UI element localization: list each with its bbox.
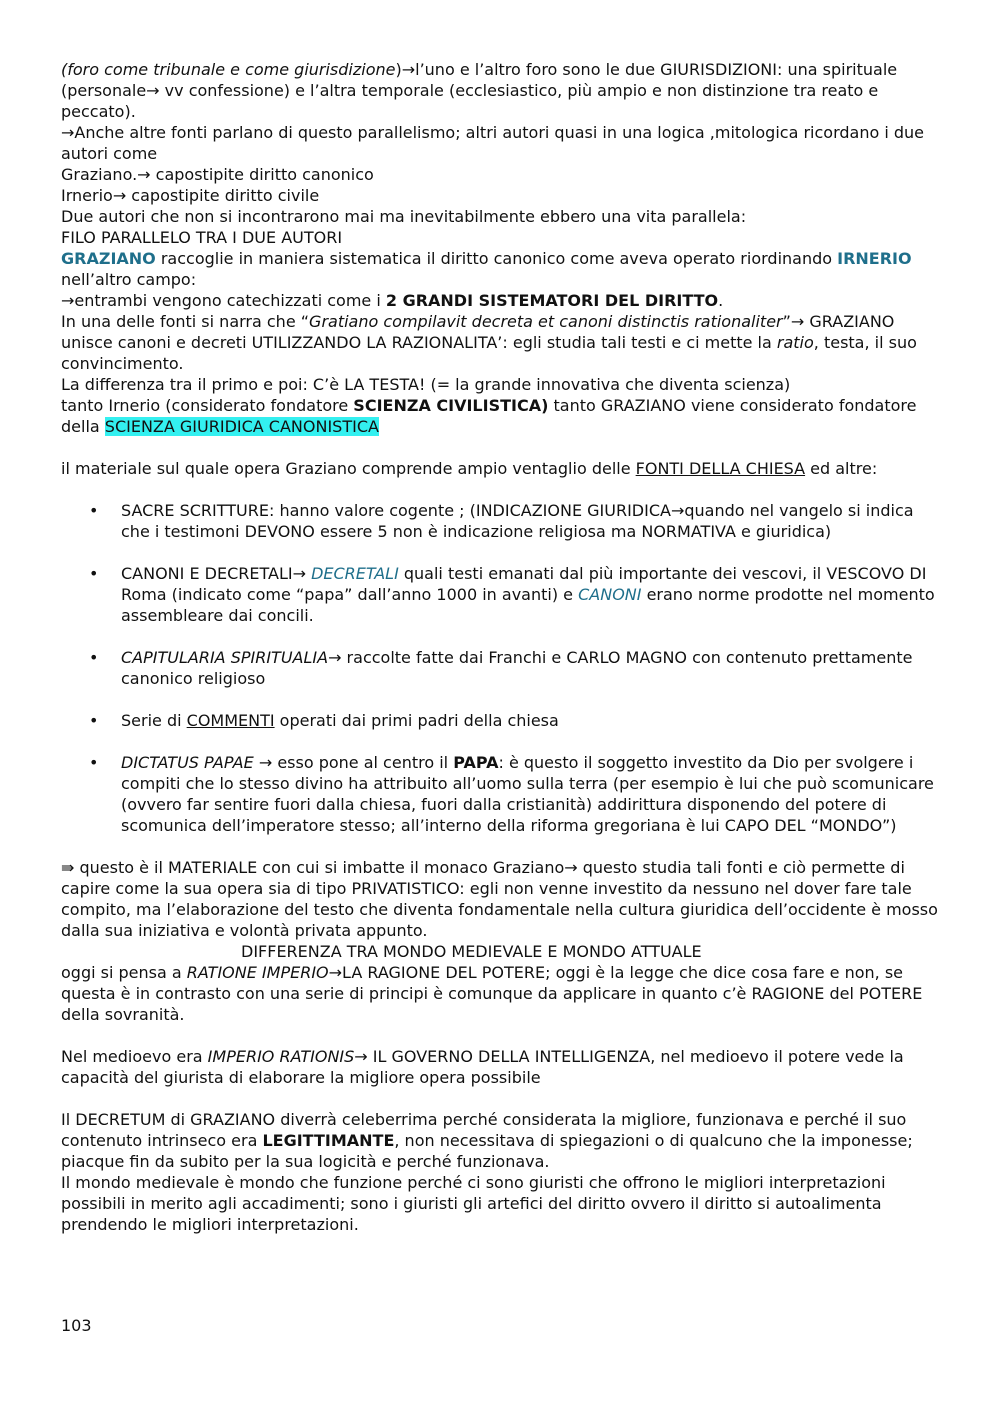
term-dictatus: DICTATUS PAPAE (121, 753, 254, 772)
paragraph-parallelismo: →Anche altre fonti parlano di questo parallelismo; altri autori quasi in una logica ,mitologica ricordano i due autori come (61, 123, 925, 163)
bullet-icon: • (89, 711, 99, 730)
line-la-testa: La differenza tra il primo e poi: C’è LA TESTA! (= la grande innovativa che diventa scienza) (61, 375, 791, 394)
italic-imperio: IMPERIO RATIONIS (207, 1047, 355, 1066)
list-item (61, 647, 941, 689)
paragraph-decretum (61, 1109, 941, 1172)
item-text: → esso pone al centro il (253, 753, 454, 772)
text-c: tanto GRAZIANO viene considerato fondatore della (61, 396, 917, 436)
sources-list (61, 500, 941, 836)
text-a: Il DECRETUM di GRAZIANO diverrà celeberrima perché considerata la migliore, funzionava e perché il suo contenuto intrinseco era (61, 1110, 907, 1150)
bullet-icon: • (89, 753, 99, 772)
page-number: 103 (61, 1316, 92, 1335)
text-a: il materiale sul quale opera Graziano comprende ampio ventaglio delle (61, 459, 636, 478)
bold-sistematori: 2 GRANDI SISTEMATORI DEL DIRITTO (385, 291, 719, 310)
text-b: ed altre: (805, 459, 878, 478)
italic-foro: (foro come tribunale e come giurisdizione (61, 60, 396, 79)
line-irnerio: Irnerio→ capostipite diritto civile (61, 186, 320, 205)
paragraph-ratione-imperio (61, 962, 941, 1025)
item-text: : è questo il soggetto investito da Dio per svolgere i compiti che lo stesso divino ha attribuito all’uomo sulla terra (per esempio è lui che può scomunicare (ovvero far sentire fuori dalla chiesa, fuori dalla cristianità) addirittura disponendo del potere di scomunica dell’imperatore stesso; all’interno della riforma gregoriana è lui CAPO DEL “MONDO”) (121, 753, 934, 835)
paragraph-mondo-medievale: Il mondo medievale è mondo che funzione perché ci sono giuristi che offrono le migliori interpretazioni possibili in merito agli accadimenti; sono i giuristi gli artefici del diritto ovvero il diritto si autoalimenta prendendo le migliori interpretazioni. (61, 1173, 886, 1234)
name-graziano: GRAZIANO (61, 249, 156, 268)
name-irnerio: IRNERIO (837, 249, 912, 268)
paragraph-privatistico: ⇛ questo è il MATERIALE con cui si imbatte il monaco Graziano→ questo studia tali fonti e ciò permette di capire come la sua opera sia di tipo PRIVATISTICO: egli non venne investito da nessuno nel dover fare tale compito, ma l’elaborazione del testo che diventa fondamentale nella cultura giuridica dell’occidente è mosso dalla sua iniziativa e volontà privata appunto. (61, 858, 938, 940)
text-a: In una delle fonti si narra che “ (61, 312, 310, 331)
term-canoni: CANONI (578, 585, 642, 604)
term-decretali: DECRETALI (311, 564, 399, 583)
text-e: , testa, il suo convincimento. (61, 333, 917, 373)
text-c: →LA RAGIONE DEL POTERE; oggi è la legge che dice cosa fare e non, se questa è in contrasto con una serie di principi è comunque da applicare in quanto c’è RAGIONE del POTERE della sovranità. (61, 963, 923, 1024)
text-a: Nel medioevo era (61, 1047, 208, 1066)
bullet-icon: • (89, 648, 99, 667)
bullet-icon: • (89, 501, 99, 520)
line-graziano: Graziano.→ capostipite diritto canonico (61, 165, 374, 184)
text-c: → IL GOVERNO DELLA INTELLIGENZA, nel medioevo il potere vede la capacità del giurista di elaborare la migliore opera possibile (61, 1047, 904, 1087)
item-text: CANONI E DECRETALI→ (121, 564, 312, 583)
italic-quote: Gratiano compilavit decreta et canoni distinctis rationaliter (309, 312, 783, 331)
line-filo-parallelo: FILO PARALLELO TRA I DUE AUTORI (61, 228, 343, 247)
section-heading: DIFFERENZA TRA MONDO MEDIEVALE E MONDO ATTUALE (241, 942, 702, 961)
paragraph-sistematori (61, 290, 941, 311)
item-text: erano norme prodotte nel momento assembleare dai concili. (121, 585, 935, 625)
text-a: tanto Irnerio (considerato fondatore (61, 396, 354, 415)
paragraph-gratiano-compilavit (61, 311, 941, 374)
item-text: operati dai primi padri della chiesa (274, 711, 559, 730)
bold-legittimante: LEGITTIMANTE (262, 1131, 395, 1150)
list-item (61, 710, 941, 731)
text-foro: )→l’uno e l’altro foro sono le due GIURISDIZIONI: una spirituale (personale→ vv confessione) e l’altra temporale (ecclesiastico, più ampio e non distinzione tra reato e peccato). (61, 60, 898, 121)
item-text: quali testi emanati dal più importante dei vescovi, il VESCOVO DI Roma (indicato come “papa” dall’anno 1000 in avanti) e (121, 564, 927, 604)
paragraph-imperio-rationis (61, 1046, 941, 1088)
italic-ratio: ratio (776, 333, 814, 352)
item-text: Serie di (121, 711, 187, 730)
text-mid: raccoglie in maniera sistematica il diritto canonico come aveva operato riordinando (155, 249, 838, 268)
paragraph-graziano-irnerio (61, 248, 941, 290)
item-text: SACRE SCRITTURE: hanno valore cogente ; (INDICAZIONE GIURIDICA→quando nel vangelo si indica che i testimoni DEVONO essere 5 non è indicazione religiosa ma NORMATIVA e giuridica) (121, 501, 914, 541)
item-text: → raccolte fatte dai Franchi e CARLO MAGNO con contenuto prettamente canonico religioso (121, 648, 913, 688)
bold-scienza-civilistica: SCIENZA CIVILISTICA) (353, 396, 549, 415)
highlight-scienza-canonistica: SCIENZA GIURIDICA CANONISTICA (104, 417, 379, 436)
document-body (61, 59, 941, 1235)
underline-fonti: FONTI DELLA CHIESA (635, 459, 806, 478)
text-c: ”→ GRAZIANO unisce canoni e decreti UTILIZZANDO LA RAZIONALITA’: egli studia tali testi e ci mette la (61, 312, 895, 352)
paragraph-foro (61, 59, 941, 122)
list-item (61, 752, 941, 836)
text-end: nell’altro campo: (61, 270, 197, 289)
text-c: , non necessitava di spiegazioni o di qualcuno che la imponesse; piacque fin da subito per la sua logicità e perché funzionava. (61, 1131, 913, 1171)
list-item (61, 563, 941, 626)
term-capitularia: CAPITULARIA SPIRITUALIA (121, 648, 329, 667)
italic-ratione: RATIONE IMPERIO (186, 963, 329, 982)
underline-commenti: COMMENTI (186, 711, 275, 730)
line-due-autori: Due autori che non si incontrarono mai ma inevitabilmente ebbero una vita parallela: (61, 207, 747, 226)
paragraph-materiale (61, 458, 941, 479)
bullet-icon: • (89, 564, 99, 583)
list-item (61, 500, 941, 542)
text-a: →entrambi vengono catechizzati come i (61, 291, 386, 310)
text-c: . (718, 291, 724, 310)
bold-papa: PAPA (453, 753, 499, 772)
paragraph-fondatori (61, 395, 941, 437)
text-a: oggi si pensa a (61, 963, 187, 982)
